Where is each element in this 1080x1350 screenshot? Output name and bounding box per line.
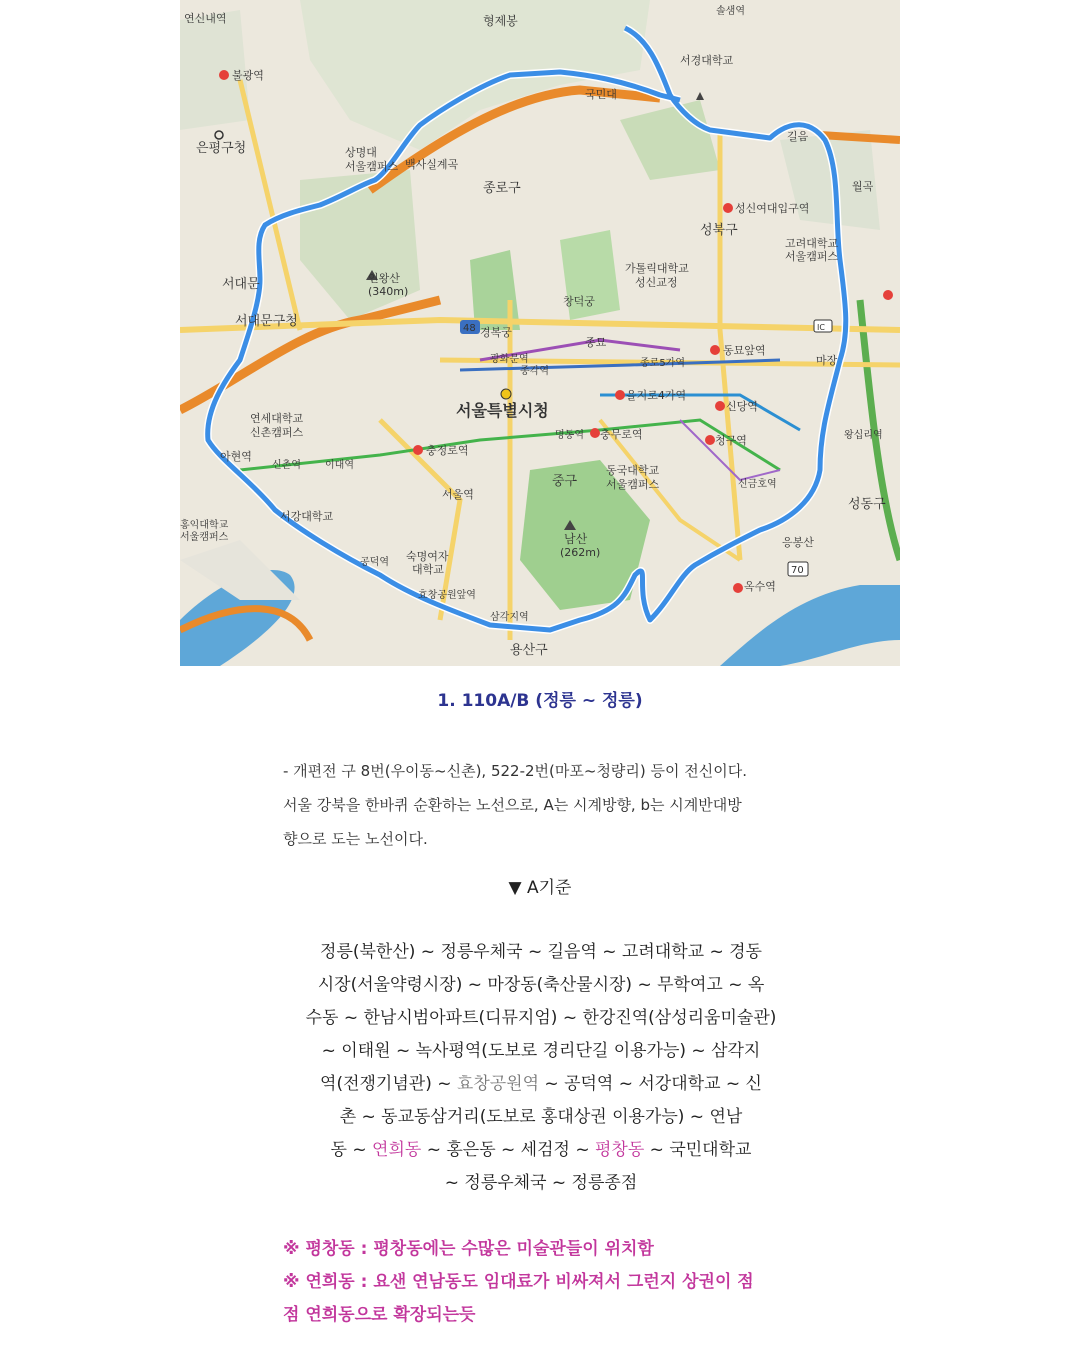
- map-label: 을지로4가역: [626, 389, 687, 402]
- map-label: 아현역: [220, 450, 252, 463]
- map-label: 충무로역: [600, 428, 643, 441]
- note-line: 점 연희동으로 확장되는듯: [283, 1305, 476, 1325]
- notes: [283, 1233, 803, 1332]
- map-label: 연신내역: [184, 12, 227, 25]
- map-label: 서대문구청: [235, 314, 298, 329]
- map-label: 서울캠퍼스: [785, 250, 839, 263]
- map-label: 종로구: [483, 181, 521, 196]
- map-label: 형제봉: [483, 14, 518, 28]
- stop-line: ~ 이태원 ~ 녹사평역(도보로 경리단길 이용가능) ~ 삼각지: [321, 1041, 761, 1061]
- map-label: 용산구: [510, 643, 548, 658]
- map-label: 왕십리역: [844, 430, 883, 441]
- map-label: 신금호역: [738, 479, 777, 490]
- map-label: 효창공원앞역: [418, 590, 476, 601]
- road-shield: 70: [791, 565, 804, 576]
- map-label: 서울캠퍼스: [180, 532, 229, 543]
- map-label: (340m): [368, 285, 409, 298]
- map-label: 청구역: [715, 434, 747, 447]
- map-label: 서강대학교: [280, 510, 334, 523]
- map-label: 마장: [816, 354, 838, 367]
- map-label: 남산: [564, 532, 588, 546]
- stop-text: 동 ~: [330, 1140, 373, 1160]
- map-label: 서경대학교: [680, 54, 734, 67]
- map-label: 종로5가역: [640, 358, 686, 369]
- map-label: 동묘앞역: [723, 344, 766, 357]
- desc-line: 서울 강북을 한바퀴 순환하는 노선으로, A는 시계방향, b는 시계반대방: [283, 796, 742, 814]
- map-label: 성북구: [700, 223, 738, 238]
- stop-line: 시장(서울약령시장) ~ 마장동(축산물시장) ~ 무학여고 ~ 옥: [317, 975, 765, 995]
- desc-line: - 개편전 구 8번(우이동~신촌), 522-2번(마포~청량리) 등이 전신이다.: [283, 762, 748, 780]
- note-line: ※ 연희동 : 요샌 연남동도 임대료가 비싸져서 그런지 상권이 점: [283, 1272, 754, 1292]
- map-label: 동국대학교: [606, 464, 660, 477]
- stop-line: [280, 1068, 802, 1101]
- map-label: 종각역: [520, 366, 549, 377]
- map-label: 불광역: [232, 69, 264, 82]
- stop-highlight-gray: 효창공원역: [456, 1074, 540, 1094]
- stop-highlight-pink: 평창동: [595, 1140, 645, 1160]
- map-label: 옥수역: [744, 580, 776, 593]
- road-shield: IC: [817, 323, 825, 332]
- map-label: 서울캠퍼스: [345, 160, 399, 173]
- direction-basis: ▼ A기준: [508, 878, 572, 898]
- stop-list: [280, 936, 802, 1200]
- stop-highlight-pink: 연희동: [372, 1140, 422, 1160]
- map-label: 명동역: [555, 430, 584, 441]
- map-label: 서울캠퍼스: [606, 478, 660, 491]
- map-label: 숙명여자: [406, 550, 449, 563]
- map-label: 충정로역: [426, 444, 469, 457]
- map-label: 종묘: [585, 336, 607, 349]
- stop-text: ~ 공덕역 ~ 서강대학교 ~ 신: [539, 1074, 762, 1094]
- map-label: 공덕역: [360, 557, 389, 568]
- map-label: 상명대: [345, 146, 377, 159]
- map-label: 서울역: [442, 488, 474, 501]
- subway-marker: [219, 70, 229, 80]
- map-label: 중구: [552, 474, 578, 489]
- route-map: [180, 0, 900, 666]
- note-line: ※ 평창동 : 평창동에는 수많은 미술관들이 위치함: [283, 1239, 654, 1259]
- map-label: 은평구청: [196, 141, 247, 156]
- stop-line: ~ 정릉우체국 ~ 정릉종점: [444, 1173, 638, 1193]
- map-label: 솔샘역: [716, 6, 745, 17]
- stop-text: ~ 홍은동 ~ 세검정 ~: [421, 1140, 595, 1160]
- map-label: 삼각지역: [490, 612, 529, 623]
- map-label: 길음: [787, 130, 809, 143]
- map-label: 서대문: [222, 277, 260, 292]
- map-label: 월곡: [852, 180, 874, 193]
- map-label-city-hall: 서울특별시청: [456, 401, 549, 420]
- road-shield: 48: [463, 323, 476, 334]
- route-title: 1. 110A/B (정릉 ~ 정릉): [437, 691, 643, 711]
- map-canvas: [180, 0, 900, 666]
- stop-line: 정릉(북한산) ~ 정릉우체국 ~ 길음역 ~ 고려대학교 ~ 경동: [320, 942, 762, 962]
- desc-line: 향으로 도는 노선이다.: [283, 830, 428, 848]
- map-label: 응봉산: [782, 536, 814, 549]
- map-label: 신당역: [726, 400, 758, 413]
- map-label: 연세대학교: [250, 412, 304, 425]
- stop-line: 수동 ~ 한남시범아파트(디뮤지엄) ~ 한강진역(삼성리움미술관): [305, 1008, 777, 1028]
- map-label: 성동구: [848, 497, 886, 512]
- route-description: [283, 754, 803, 856]
- map-label: (262m): [560, 546, 601, 559]
- map-label: 경복궁: [480, 326, 512, 339]
- stop-line: 촌 ~ 동교동삼거리(도보로 홍대상권 이용가능) ~ 연남: [339, 1107, 743, 1127]
- map-label: 고려대학교: [785, 237, 839, 250]
- map-label: 성신여대입구역: [735, 202, 810, 215]
- map-label: 백사실계곡: [405, 158, 459, 171]
- stop-text: 역(전쟁기념관) ~: [320, 1074, 457, 1094]
- map-label: 성신교정: [635, 276, 678, 289]
- stop-line: [280, 1134, 802, 1167]
- stop-text: ~ 국민대학교: [644, 1140, 752, 1160]
- map-label: 신촌역: [272, 460, 301, 471]
- map-label: 가톨릭대학교: [625, 262, 689, 275]
- map-label: 창덕궁: [563, 295, 595, 308]
- map-label: 국민대: [585, 88, 617, 101]
- map-label: 신촌캠퍼스: [250, 426, 304, 439]
- map-label: 인왕산: [368, 272, 400, 285]
- map-label: 이대역: [325, 460, 354, 471]
- map-label: 홍익대학교: [180, 520, 229, 531]
- map-label: 광화문역: [490, 354, 529, 365]
- map-label: 대학교: [412, 563, 444, 576]
